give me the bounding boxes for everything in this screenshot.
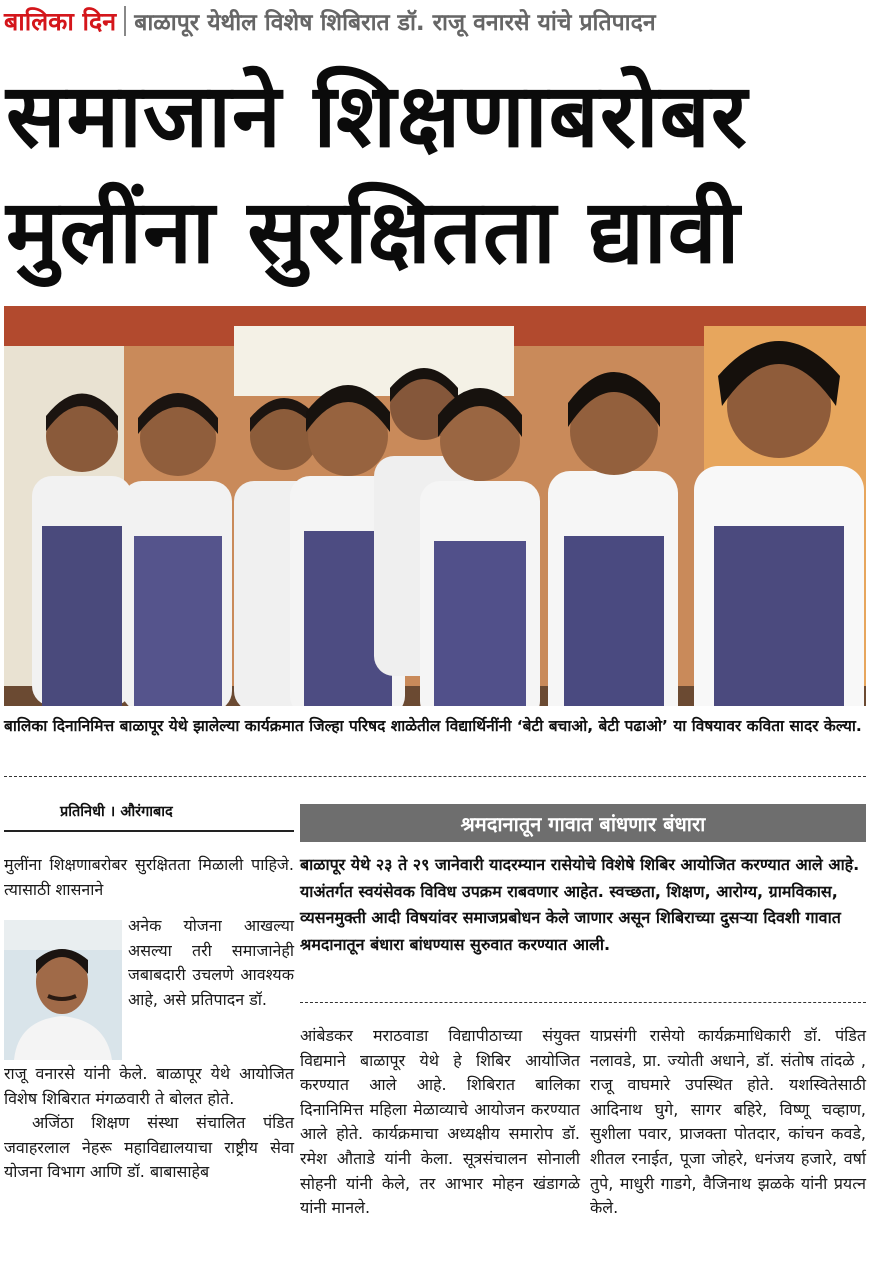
main-story-text-4: अजिंठा शिक्षण संस्था संचालित पंडित जवाहरलाल नेहरू महाविद्यालयाचा राष्ट्रीय सेवा योजना विभाग आणि डॉ. बाबासाहेब [4, 1113, 294, 1182]
sub-story-lead: बाळापूर येथे २३ ते २९ जानेवारी यादरम्यान रासेयोचे विशेषे शिबिर आयोजित करण्यात आले आहे. याअंतर्गत स्वयंसेवक विविध उपक्रम राबवणार आहेत. स्वच्छता, शिक्षण, आरोग्य, ग्रामविकास, व्यसनमुक्ती आदी विषयांवर समाजप्रबोधन केले जाणार असून शिबिराच्या दुसऱ्या दिवशी गावात श्रमदानातून बंधारा बांधण्यास सुरुवात करण्यात आली. [300, 855, 860, 954]
news-photo [4, 306, 866, 706]
headline-line-1: समाजाने शिक्षणाबरोबर [6, 64, 748, 167]
byline-rule [4, 830, 294, 832]
main-story-para-3 [4, 1062, 294, 1185]
main-story-text-3: राजू वनारसे यांनी केले. बाळापूर येथे आयोजित विशेष शिबिरात मंगळवारी ते बोलत होते. [4, 1064, 294, 1108]
photo-caption: बालिका दिनानिमित्त बाळापूर येथे झालेल्या कार्यक्रमात जिल्हा परिषद शाळेतील विद्यार्थिनींनी ‘बेटी बचाओ, बेटी पढाओ’ या विषयावर कविता सादर केल्या. [4, 717, 862, 735]
section-tag: बालिका दिन [4, 7, 117, 36]
subheadline: बाळापूर येथील विशेष शिबिरात डॉ. राजू वनारसे यांचे प्रतिपादन [134, 10, 656, 36]
main-story-para-1: मुलींना शिक्षणाबरोबर सुरक्षितता मिळाली पाहिजे. त्यासाठी शासनाने [4, 855, 294, 899]
headline-line-2: मुलींना सुरक्षितता द्यावी [6, 180, 741, 283]
caption-divider [4, 776, 866, 777]
sub-story-divider [300, 1002, 866, 1003]
speaker-photo [4, 920, 122, 1060]
header-divider [124, 6, 126, 36]
section-header [4, 4, 656, 38]
sub-story-column-2: याप्रसंगी रासेयो कार्यक्रमाधिकारी डॉ. पंडित नलावडे, प्रा. ज्योती अधाने, डॉ. संतोष तांदळे , राजू वाघमारे उपस्थित होते. यशस्वितेसाठी आदिनाथ घुगे, सागर बहिरे, विष्णू चव्हाण, सुशीला पवार, प्राजक्ता पोतदार, कांचन कवडे, शीतल रनाईत, पूजा जोहरे, धनंजय हजारे, वर्षा तुपे, माधुरी गाडगे, वैजिनाथ झळके यांनी प्रयत्न केले. [590, 1026, 866, 1218]
schoolgirls-photo-illustration [4, 306, 866, 706]
sub-story-column-1: आंबेडकर मराठवाडा विद्यापीठाच्या संयुक्त विद्यमाने बाळापूर येथे हे शिबिर आयोजित करण्यात आले आहे. शिबिरात बालिका दिनानिमित्त महिला मेळाव्याचे आयोजन करण्यात आले होते. कार्यक्रमाचा अध्यक्षीय समारोप डॉ. रमेश औताडे यांनी केला. सूत्रसंचालन सोनाली सोहनी यांनी केले, तर आभार मोहन खंडागळे यांनी मानले. [300, 1026, 580, 1218]
main-story-para-2: अनेक योजना आखल्या असल्या तरी समाजानेही जबाबदारी उचलणे आवश्यक आहे, असे प्रतिपादन डॉ. [128, 916, 294, 1009]
byline: प्रतिनिधी । औरंगाबाद [60, 804, 173, 820]
speaker-portrait-illustration [4, 920, 122, 1060]
sub-story-heading: श्रमदानातून गावात बांधणार बंधारा [300, 804, 866, 842]
